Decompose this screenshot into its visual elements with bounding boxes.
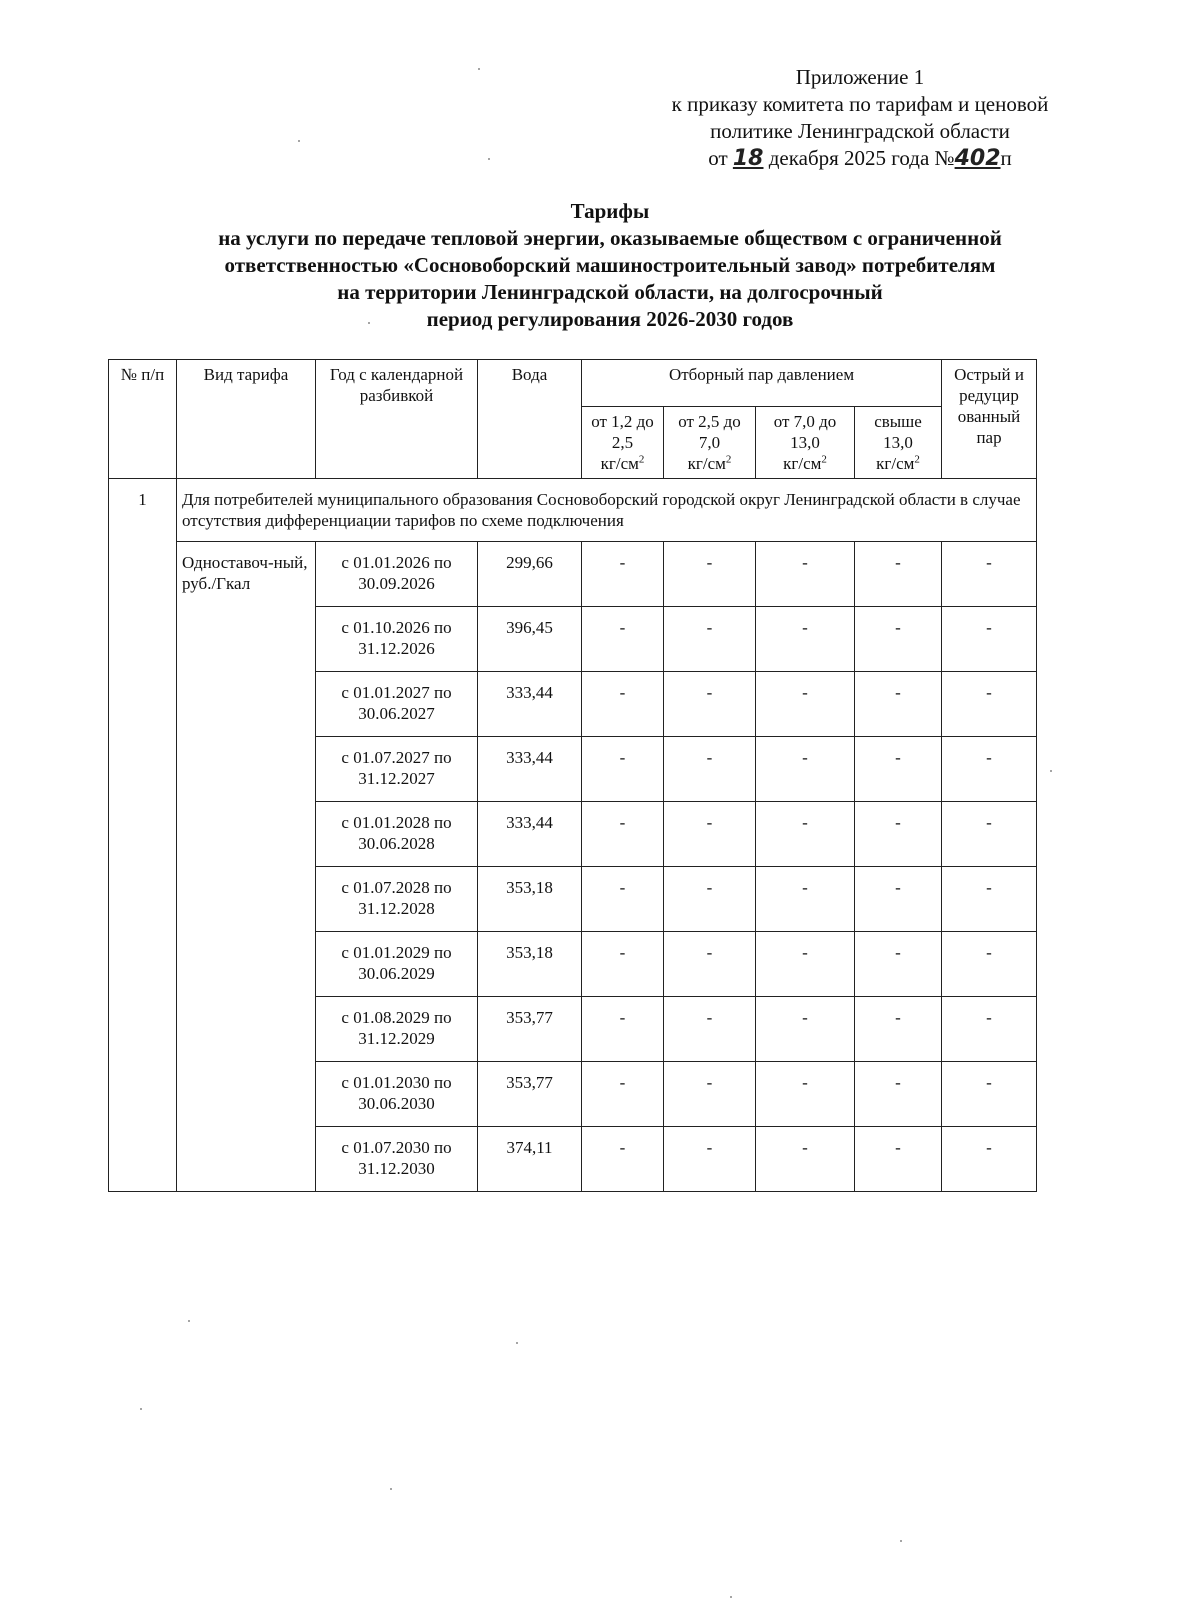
steam-range-4: свыше 13,0 (874, 412, 922, 452)
row-steam-3: - (756, 802, 855, 867)
row-steam-4: - (855, 542, 942, 607)
number-suffix: п (1000, 146, 1012, 170)
scan-speck (488, 158, 490, 160)
row-water: 299,66 (478, 542, 582, 607)
row-steam-1: - (582, 802, 664, 867)
scan-speck (1050, 770, 1052, 772)
row-steam-4: - (855, 737, 942, 802)
appendix-date-line (600, 145, 1120, 172)
group-description: Для потребителей муниципального образования Сосновоборский городской округ Ленинградской области в случае отсутствия дифференциации тарифов по схеме подключения (177, 479, 1037, 542)
row-water: 374,11 (478, 1127, 582, 1192)
row-steam-3: - (756, 1062, 855, 1127)
row-steam-3: - (756, 1127, 855, 1192)
row-steam-4: - (855, 1062, 942, 1127)
row-steam-2: - (664, 542, 756, 607)
row-steam-1: - (582, 672, 664, 737)
header-steam-4: свыше 13,0 $кг/см^2$ (855, 407, 942, 479)
group-row (109, 479, 1037, 542)
date-middle: декабря 2025 года № (768, 146, 955, 170)
row-sharp: - (942, 542, 1037, 607)
scan-speck (900, 1540, 902, 1542)
row-steam-2: - (664, 802, 756, 867)
row-sharp: - (942, 737, 1037, 802)
row-steam-4: - (855, 867, 942, 932)
handwritten-day: 18 (732, 146, 764, 171)
tariff-kind: Одноставоч-ный, руб./Гкал (177, 542, 316, 1192)
unit-1: кг/см (600, 454, 639, 473)
title-line2: на услуги по передаче тепловой энергии, оказываемые обществом с ограниченной (218, 226, 1002, 250)
row-sharp: - (942, 867, 1037, 932)
steam-range-3: от 7,0 до 13,0 (773, 412, 837, 452)
header-sharp-steam: Острый и редуцир ованный пар (942, 360, 1037, 479)
row-steam-2: - (664, 672, 756, 737)
header-steam-2: от 2,5 до 7,0 $кг/см^2$ (664, 407, 756, 479)
row-steam-2: - (664, 607, 756, 672)
row-steam-1: - (582, 997, 664, 1062)
row-steam-3: - (756, 542, 855, 607)
row-water: 353,77 (478, 997, 582, 1062)
steam-range-2: от 2,5 до 7,0 (678, 412, 741, 452)
row-water: 333,44 (478, 672, 582, 737)
header-period: Год с календарной разбивкой (316, 360, 478, 479)
tariffs-table (108, 359, 1037, 1192)
scan-speck (390, 1488, 392, 1490)
row-sharp: - (942, 672, 1037, 737)
row-water: 353,77 (478, 1062, 582, 1127)
row-steam-3: - (756, 737, 855, 802)
row-steam-1: - (582, 737, 664, 802)
row-sharp: - (942, 932, 1037, 997)
date-prefix: от (708, 146, 728, 170)
title-line5: период регулирования 2026-2030 годов (426, 307, 794, 331)
title-line3: ответственностью «Сосновоборский машиностроительный завод» потребителям (224, 253, 996, 277)
header-steam-3: от 7,0 до 13,0 $кг/см^2$ (756, 407, 855, 479)
row-period: с 01.01.2026 по 30.09.2026 (316, 542, 478, 607)
row-period: с 01.01.2028 по 30.06.2028 (316, 802, 478, 867)
row-period: с 01.01.2029 по 30.06.2029 (316, 932, 478, 997)
scan-speck (730, 1596, 732, 1598)
row-period: с 01.07.2030 по 31.12.2030 (316, 1127, 478, 1192)
header-num: № п/п (109, 360, 177, 479)
title-line4: на территории Ленинградской области, на долгосрочный (337, 280, 883, 304)
row-period: с 01.07.2027 по 31.12.2027 (316, 737, 478, 802)
row-steam-3: - (756, 607, 855, 672)
group-num: 1 (109, 479, 177, 1192)
row-steam-1: - (582, 1127, 664, 1192)
row-period: с 01.10.2026 по 31.12.2026 (316, 607, 478, 672)
row-sharp: - (942, 607, 1037, 672)
row-steam-4: - (855, 607, 942, 672)
document-title (110, 198, 1110, 333)
row-water: 353,18 (478, 932, 582, 997)
appendix-block (600, 64, 1120, 172)
row-water: 333,44 (478, 737, 582, 802)
handwritten-number: 402 (954, 146, 1001, 171)
header-water: Вода (478, 360, 582, 479)
row-steam-2: - (664, 997, 756, 1062)
row-steam-4: - (855, 932, 942, 997)
header-row-1 (109, 360, 1037, 407)
header-steam-group: Отборный пар давлением (582, 360, 942, 407)
title-line1: Тарифы (570, 199, 650, 223)
appendix-line2: к приказу комитета по тарифам и ценовой (671, 92, 1049, 116)
unit-3: кг/см (783, 454, 822, 473)
header-steam-1: от 1,2 до 2,5 $кг/см^2$ (582, 407, 664, 479)
row-sharp: - (942, 1062, 1037, 1127)
row-steam-1: - (582, 607, 664, 672)
appendix-line1: Приложение 1 (795, 65, 925, 89)
row-steam-2: - (664, 737, 756, 802)
row-sharp: - (942, 802, 1037, 867)
row-steam-4: - (855, 1127, 942, 1192)
appendix-line3: политике Ленинградской области (710, 119, 1010, 143)
row-period: с 01.01.2027 по 30.06.2027 (316, 672, 478, 737)
row-water: 333,44 (478, 802, 582, 867)
row-steam-3: - (756, 997, 855, 1062)
row-water: 353,18 (478, 867, 582, 932)
row-steam-3: - (756, 867, 855, 932)
row-period: с 01.01.2030 по 30.06.2030 (316, 1062, 478, 1127)
row-steam-1: - (582, 867, 664, 932)
row-water: 396,45 (478, 607, 582, 672)
row-steam-1: - (582, 542, 664, 607)
unit-4: кг/см (876, 454, 915, 473)
row-steam-4: - (855, 997, 942, 1062)
row-steam-3: - (756, 672, 855, 737)
table-row (109, 542, 1037, 607)
header-kind: Вид тарифа (177, 360, 316, 479)
scan-speck (298, 140, 300, 142)
row-sharp: - (942, 997, 1037, 1062)
row-steam-4: - (855, 672, 942, 737)
scan-speck (140, 1408, 142, 1410)
row-sharp: - (942, 1127, 1037, 1192)
row-steam-2: - (664, 1062, 756, 1127)
steam-range-1: от 1,2 до 2,5 (591, 412, 654, 452)
unit-2: кг/см (687, 454, 726, 473)
row-period: с 01.07.2028 по 31.12.2028 (316, 867, 478, 932)
row-steam-1: - (582, 1062, 664, 1127)
row-steam-2: - (664, 932, 756, 997)
scan-speck (188, 1320, 190, 1322)
row-steam-1: - (582, 932, 664, 997)
row-steam-2: - (664, 1127, 756, 1192)
scan-speck (478, 68, 480, 70)
scan-speck (368, 322, 370, 324)
row-steam-3: - (756, 932, 855, 997)
row-steam-4: - (855, 802, 942, 867)
row-steam-2: - (664, 867, 756, 932)
scan-speck (516, 1342, 518, 1344)
row-period: с 01.08.2029 по 31.12.2029 (316, 997, 478, 1062)
